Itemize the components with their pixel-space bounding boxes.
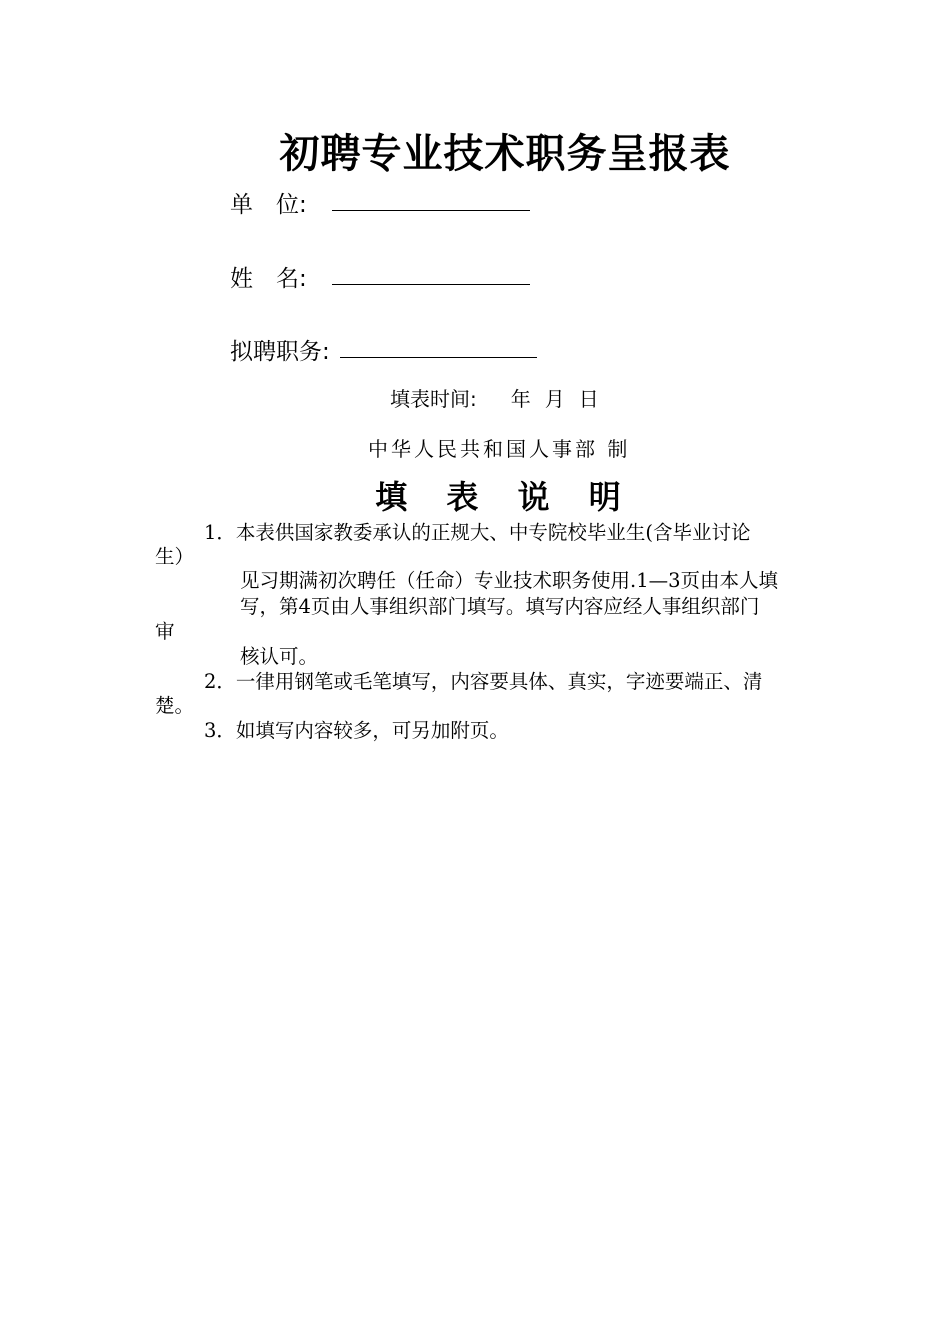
instruction-line: 写，第4页由人事组织部门填写。填写内容应经人事组织部门 [240,595,760,618]
instruction-line: 见习期满初次聘任（任命）专业技术职务使用.1—3页由本人填 [240,569,779,592]
fill-date-row [390,383,599,412]
year-label: 年 [510,387,531,411]
instruction-line: 审 [155,620,175,643]
instructions-heading: 填 表 说 明 [375,478,635,516]
position-label: 拟聘职务: [230,339,330,365]
instruction-line: 3．如填写内容较多，可另加附页。 [204,719,509,742]
fill-date-label: 填表时间: [390,387,477,411]
form-title: 初聘专业技术职务呈报表 [279,130,731,177]
instruction-line: 核认可。 [240,645,319,668]
unit-blank-line[interactable] [332,210,530,211]
month-label: 月 [544,387,565,411]
instruction-line: 2．一律用钢笔或毛笔填写，内容要具体、真实，字迹要端正、清 [204,670,763,693]
instruction-line: 楚。 [155,694,195,717]
position-blank-line[interactable] [340,357,537,358]
instruction-line: 1．本表供国家教委承认的正规大、中专院校毕业生(含毕业讨论 [204,521,751,544]
issuer-text: 中华人民共和国人事部 制 [368,437,631,461]
day-label: 日 [578,387,599,411]
name-label: 姓 名: [230,266,307,292]
instruction-line: 生） [155,545,195,568]
name-blank-line[interactable] [332,284,530,285]
unit-label: 单 位: [230,192,307,218]
